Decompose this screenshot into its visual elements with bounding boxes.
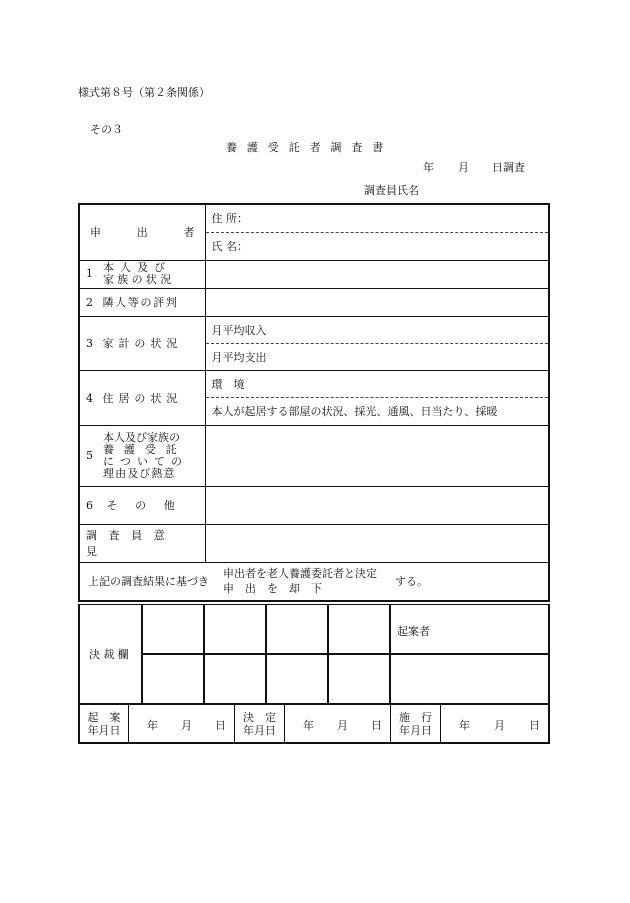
address-label: 住 所： (211, 212, 248, 226)
draft-label-line1: 起 案 (87, 711, 121, 724)
decide-date-label (235, 705, 285, 743)
income-label: 月平均収入 (211, 323, 267, 337)
decision-option-reject[interactable]: 申 出 を 却 下 (223, 582, 322, 596)
approval-label: 決裁欄 (89, 648, 132, 661)
row5-field[interactable] (205, 425, 549, 486)
stamp-box-1[interactable] (142, 604, 204, 654)
income-field[interactable] (205, 316, 549, 343)
opinion-label-cell (79, 524, 205, 562)
enforce-month: 月 (494, 719, 505, 732)
enforce-label-line1: 施 行 (399, 711, 432, 724)
row2-label-cell (79, 288, 205, 316)
stamp-box-8[interactable] (328, 654, 390, 704)
decision-cell (79, 562, 549, 601)
expense-field[interactable] (205, 343, 549, 370)
row5-line2: 養護受託 (103, 442, 187, 456)
row5-label-cell (79, 425, 205, 486)
drafter-stamp-cell[interactable] (390, 654, 548, 704)
sub-number: その３ (90, 123, 123, 136)
room-detail-label: 本人が起居する部屋の状況、採光、通風、日当たり、採暖 (211, 405, 498, 418)
row6-field[interactable] (205, 486, 549, 524)
stamp-box-3[interactable] (266, 604, 328, 654)
row6-label-cell (79, 486, 205, 524)
name-label: 氏 名： (211, 240, 248, 253)
date-row (78, 704, 550, 744)
stamp-box-6[interactable] (204, 654, 266, 704)
applicant-label: 申出者 (90, 226, 195, 240)
row1-field[interactable] (205, 260, 549, 288)
opinion-label: 調査員意見 (86, 529, 177, 558)
opinion-field[interactable] (205, 524, 549, 562)
row1-line2: 家族の状況 (103, 273, 175, 286)
draft-label-line2: 年月日 (87, 724, 121, 737)
enforce-day: 日 (529, 719, 540, 732)
stamp-box-2[interactable] (204, 604, 266, 654)
row3-num: 3 (86, 337, 93, 350)
approval-grid (78, 604, 550, 704)
row6-label: その他 (106, 499, 193, 512)
row2-label: 隣人等の評判 (102, 296, 179, 309)
decide-year: 年 (303, 719, 314, 732)
applicant-label-cell (79, 204, 205, 260)
row1-label-cell (79, 260, 205, 288)
row1-num: 1 (86, 267, 93, 280)
draft-year: 年 (147, 719, 158, 732)
name-field[interactable] (205, 232, 549, 260)
row4-num: 4 (86, 391, 93, 405)
decide-day: 日 (371, 719, 382, 732)
stamp-box-4[interactable] (328, 604, 390, 654)
investigator-label: 調査員氏名 (364, 184, 419, 197)
decide-label-line2: 年月日 (243, 724, 276, 737)
stamp-box-5[interactable] (142, 654, 204, 704)
room-detail-field[interactable] (205, 397, 549, 425)
row5-num: 5 (86, 448, 93, 462)
row3-label-cell (79, 316, 205, 370)
page-title: 養護受託者調査書 (226, 141, 394, 154)
environment-label: 環 境 (211, 377, 245, 391)
environment-field[interactable] (205, 370, 549, 397)
address-field[interactable] (205, 204, 549, 232)
row4-label-cell (79, 370, 205, 425)
row5-line3: についての (103, 454, 189, 468)
draft-date-field[interactable] (129, 705, 235, 743)
row3-label: 家計の状況 (102, 337, 183, 350)
decide-date-field[interactable] (285, 705, 391, 743)
approval-label-cell (80, 604, 142, 704)
survey-table (78, 203, 550, 602)
row5-line1: 本人及び家族の (103, 430, 180, 444)
decide-label-line1: 決 定 (243, 711, 276, 724)
drafter-cell[interactable] (390, 604, 548, 654)
form-number: 様式第８号（第２条関係） (78, 86, 210, 99)
row1-line1: 本人及び (103, 261, 172, 274)
enforce-date-label (391, 705, 441, 743)
draft-date-label (80, 705, 129, 743)
date-day: 日調査 (492, 161, 525, 174)
row6-num: 6 (86, 499, 93, 512)
decision-suffix: する。 (395, 575, 428, 589)
drafter-label: 起案者 (397, 625, 430, 638)
date-month: 月 (458, 161, 469, 174)
decision-prefix: 上記の調査結果に基づき (88, 575, 209, 589)
decide-month: 月 (337, 719, 348, 732)
draft-month: 月 (181, 719, 192, 732)
decision-option-approve[interactable]: 申出者を老人養護委託者と決定 (223, 567, 377, 581)
enforce-date-field[interactable] (441, 705, 548, 743)
expense-label: 月平均支出 (211, 350, 267, 364)
stamp-box-7[interactable] (266, 654, 328, 704)
row2-num: 2 (86, 296, 93, 309)
draft-day: 日 (215, 719, 226, 732)
enforce-year: 年 (459, 719, 470, 732)
enforce-label-line2: 年月日 (399, 724, 432, 737)
row2-field[interactable] (205, 288, 549, 316)
row5-line4: 理由及び熱意 (103, 466, 176, 480)
row4-label: 住居の状況 (102, 391, 183, 405)
date-year: 年 (423, 161, 434, 174)
